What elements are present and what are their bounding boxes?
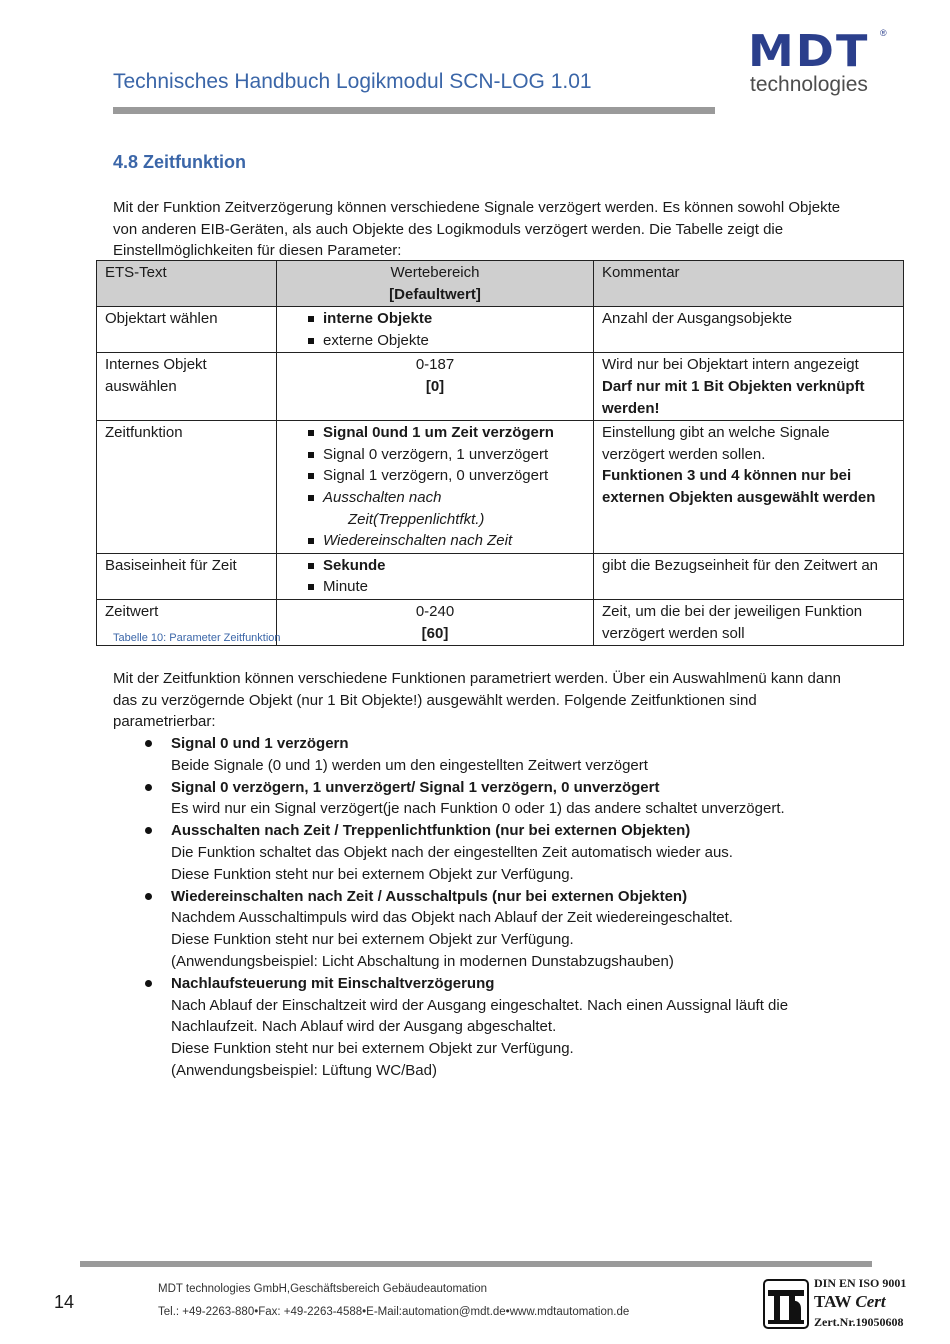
cert-norm: DIN EN ISO 9001 [814, 1276, 907, 1290]
table-caption: Tabelle 10: Parameter Zeitfunktion [113, 632, 281, 644]
option-item [323, 487, 585, 530]
cell-range [277, 307, 594, 353]
comment-note: Funktionen 3 und 4 können nur bei externen Objekten ausgewählt werden [602, 467, 876, 506]
cert-word-text: Cert [855, 1292, 886, 1311]
page-number: 14 [54, 1292, 75, 1312]
functions-intro-paragraph: Mit der Zeitfunktion können verschiedene Funktionen parametriert werden. Über ein Auswahlmenü kann dann das zu verzögernde Objekt (nur 1 Bit Objekte!) ausgewählt werden. Folgende Zeitfunktionen sind parametrierbar: [113, 670, 841, 730]
header-range-label: Wertebereich [390, 264, 480, 281]
function-description: Diese Funktion steht nur bei externem Objekt zur Verfügung. [171, 931, 574, 949]
default-value: [60] [421, 624, 449, 642]
header-comment: Kommentar [594, 261, 904, 307]
option-item: Signal 0und 1 um Zeit verzögern [323, 422, 585, 444]
footer-company: MDT technologies GmbH,Geschäftsbereich Gebäudeautomation [158, 1283, 487, 1295]
function-description: Diese Funktion steht nur bei externem Objekt zur Verfügung. [171, 865, 574, 883]
cell-ets: Objektart wählen [97, 307, 277, 353]
footer-contact: Tel.: +49-2263-880•Fax: +49-2263-4588•E-Mail:automation@mdt.de•www.mdtautomation.de [158, 1306, 630, 1318]
function-description: (Anwendungsbeispiel: Lüftung WC/Bad) [171, 1061, 437, 1079]
cell-range [277, 553, 594, 599]
option-item-line: Ausschalten nach [323, 488, 442, 506]
function-title: Wiedereinschalten nach Zeit / Ausschaltpuls (nur bei externen Objekten) [171, 887, 688, 905]
table-row [97, 421, 904, 554]
cert-number: Zert.Nr.19050608 [814, 1315, 904, 1329]
range-value: 0-187 [415, 356, 455, 374]
table-row [97, 307, 904, 353]
range-value: 0-240 [415, 602, 455, 620]
comment-text: Wird nur bei Objektart intern angezeigt [602, 356, 859, 374]
parameter-table [96, 260, 904, 646]
cert-taw-text: TAW [814, 1292, 852, 1311]
logo-mdt-text: MDT [748, 25, 870, 77]
header-default-label: [Defaultwert] [389, 285, 481, 303]
option-item: Signal 0 verzögern, 1 unverzögert [323, 444, 585, 466]
header-divider [113, 107, 715, 114]
list-item [171, 733, 871, 777]
option-item: externe Objekte [323, 330, 585, 352]
function-title: Signal 0 verzögern, 1 unverzögert/ Signal 1 verzögern, 0 unverzögert [171, 778, 660, 796]
option-list [285, 422, 585, 552]
logo-technologies-text: technologies [750, 73, 868, 96]
logo-registered-mark: ® [880, 28, 887, 38]
cell-comment [594, 421, 904, 554]
cell-range [277, 421, 594, 554]
option-item: Minute [323, 576, 585, 598]
function-description: Die Funktion schaltet das Objekt nach der eingestellten Zeit automatisch wieder aus. [171, 843, 733, 861]
table-header-row [97, 261, 904, 307]
function-title: Ausschalten nach Zeit / Treppenlichtfunktion (nur bei externen Objekten) [171, 822, 691, 840]
table-row [97, 553, 904, 599]
option-item-line: Zeit(Treppenlichtfkt.) [348, 510, 485, 528]
cell-ets: Zeitfunktion [97, 421, 277, 554]
section-title: 4.8 Zeitfunktion [113, 152, 247, 172]
option-list [285, 308, 585, 351]
cell-comment: Zeit, um die bei der jeweiligen Funktion verzögert werden soll [594, 599, 904, 645]
cell-range [277, 599, 594, 645]
taw-cert-logo-icon [763, 1279, 809, 1329]
function-description: Diese Funktion steht nur bei externem Objekt zur Verfügung. [171, 1040, 574, 1058]
function-list [171, 733, 871, 1082]
option-list [285, 555, 585, 598]
header-range [277, 261, 594, 307]
function-title: Nachlaufsteuerung mit Einschaltverzögerung [171, 974, 495, 992]
default-value: [0] [425, 377, 445, 395]
cell-ets: Basiseinheit für Zeit [97, 553, 277, 599]
cell-ets: Zeitwert [97, 599, 277, 645]
function-description: (Anwendungsbeispiel: Licht Abschaltung in modernen Dunstabzugshauben) [171, 952, 674, 970]
list-item [171, 886, 871, 973]
mdt-logo [746, 25, 896, 100]
cell-comment [594, 353, 904, 421]
comment-note: Darf nur mit 1 Bit Objekten verknüpft werden! [602, 377, 865, 417]
intro-paragraph: Mit der Funktion Zeitverzögerung können verschiedene Signale verzögert werden. Es können sowohl Objekte von anderen EIB-Geräten, als auch Objekte des Logikmoduls verzögert werden. Die Tabelle zeigt die Einstellmöglichkeiten für diesen Parameter: [113, 199, 841, 259]
cell-range [277, 353, 594, 421]
function-description: Nach Ablauf der Einschaltzeit wird der Ausgang eingeschaltet. Nach einen Aussignal läuft die Nachlaufzeit. Nach Ablauf wird der Ausgang abgeschaltet. [171, 996, 789, 1036]
cell-comment: gibt die Bezugseinheit für den Zeitwert an [594, 553, 904, 599]
cell-ets: Internes Objekt auswählen [97, 353, 277, 421]
list-item [171, 820, 871, 885]
cell-comment: Anzahl der Ausgangsobjekte [594, 307, 904, 353]
comment-text: Einstellung gibt an welche Signale verzögert werden sollen. [602, 424, 830, 463]
list-item [171, 973, 871, 1082]
table-row [97, 353, 904, 421]
function-description: Es wird nur ein Signal verzögert(je nach Funktion 0 oder 1) das andere schaltet unverzögert. [171, 800, 785, 818]
option-item: Signal 1 verzögern, 0 unverzögert [323, 465, 585, 487]
option-item: interne Objekte [323, 308, 585, 330]
function-title: Signal 0 und 1 verzögern [171, 735, 349, 752]
header-ets-text: ETS-Text [97, 261, 277, 307]
function-description: Beide Signale (0 und 1) werden um den eingestellten Zeitwert verzögert [171, 756, 648, 774]
list-item [171, 777, 871, 821]
cert-taw [814, 1292, 886, 1312]
option-item: Wiedereinschalten nach Zeit [323, 530, 585, 552]
function-description: Nachdem Ausschaltimpuls wird das Objekt nach Ablauf der Zeit wiedereingeschaltet. [171, 909, 733, 927]
footer-divider [80, 1261, 872, 1267]
document-title: Technisches Handbuch Logikmodul SCN-LOG 1.01 [113, 70, 592, 93]
option-item: Sekunde [323, 555, 585, 577]
